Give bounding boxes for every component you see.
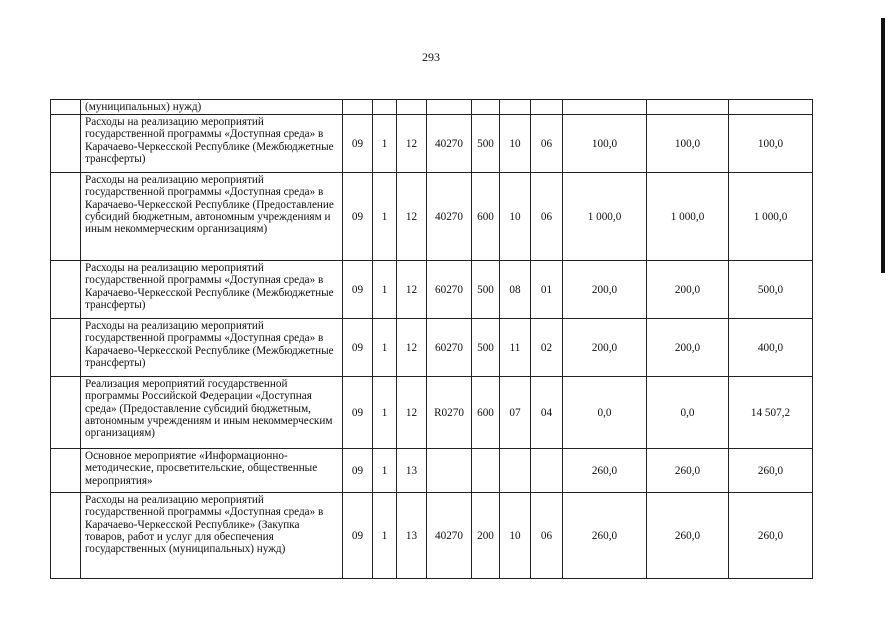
amount-year-2: 260,0 [647, 449, 729, 493]
program-code: 1 [373, 115, 397, 173]
subsection-code: 01 [531, 261, 563, 319]
amount-year-2: 100,0 [647, 115, 729, 173]
amount-year-2: 0,0 [647, 377, 729, 449]
expense-type-code: 200 [472, 493, 500, 579]
amount-year-3: 500,0 [729, 261, 813, 319]
scan-edge-mark [881, 18, 885, 273]
expense-name: Расходы на реализацию мероприятий государственной программы «Доступная среда» в Карачаево-Черкесской Республике (Межбюджетные трансферты) [81, 319, 343, 377]
amount-year-3 [729, 100, 813, 115]
budget-table [50, 99, 813, 579]
table-row [51, 449, 813, 493]
section-code: 10 [500, 493, 531, 579]
ministry-code: 09 [343, 115, 373, 173]
program-code: 1 [373, 449, 397, 493]
amount-year-3: 400,0 [729, 319, 813, 377]
expense-name: Расходы на реализацию мероприятий государственной программы «Доступная среда» в Карачаево-Черкесской Республике» (Закупка товаров, работ и услуг для обеспечения государственных (муниципальных) нужд) [81, 493, 343, 579]
section-code: 08 [500, 261, 531, 319]
section-code [500, 449, 531, 493]
subsection-code: 06 [531, 173, 563, 261]
expense-type-code [472, 449, 500, 493]
page-number: 293 [422, 50, 440, 64]
subprogram-code: 12 [397, 115, 427, 173]
subsection-code: 04 [531, 377, 563, 449]
subprogram-code: 12 [397, 173, 427, 261]
amount-year-2: 200,0 [647, 261, 729, 319]
amount-year-1 [563, 100, 647, 115]
amount-year-1: 0,0 [563, 377, 647, 449]
expense-name: (муниципальных) нужд) [81, 100, 343, 115]
amount-year-1: 200,0 [563, 261, 647, 319]
program-code: 1 [373, 493, 397, 579]
expense-type-code: 500 [472, 319, 500, 377]
ministry-code: 09 [343, 319, 373, 377]
subprogram-code: 12 [397, 319, 427, 377]
subprogram-code [397, 100, 427, 115]
row-index-cell [51, 261, 81, 319]
amount-year-1: 100,0 [563, 115, 647, 173]
section-code [500, 100, 531, 115]
program-code: 1 [373, 173, 397, 261]
row-index-cell [51, 319, 81, 377]
section-code: 11 [500, 319, 531, 377]
direction-code [427, 100, 472, 115]
table-row [51, 115, 813, 173]
subsection-code [531, 449, 563, 493]
direction-code: 60270 [427, 261, 472, 319]
ministry-code: 09 [343, 173, 373, 261]
row-index-cell [51, 173, 81, 261]
direction-code: R0270 [427, 377, 472, 449]
direction-code: 40270 [427, 173, 472, 261]
amount-year-3: 1 000,0 [729, 173, 813, 261]
section-code: 10 [500, 173, 531, 261]
expense-type-code: 500 [472, 261, 500, 319]
direction-code: 40270 [427, 493, 472, 579]
direction-code [427, 449, 472, 493]
row-index-cell [51, 100, 81, 115]
expense-name: Основное мероприятие «Информационно-методические, просветительские, общественные мероприятия» [81, 449, 343, 493]
subprogram-code: 13 [397, 493, 427, 579]
program-code: 1 [373, 377, 397, 449]
program-code: 1 [373, 319, 397, 377]
direction-code: 40270 [427, 115, 472, 173]
amount-year-2: 1 000,0 [647, 173, 729, 261]
expense-name: Расходы на реализацию мероприятий государственной программы «Доступная среда» в Карачаево-Черкесской Республике (Межбюджетные трансферты) [81, 261, 343, 319]
expense-name: Расходы на реализацию мероприятий государственной программы «Доступная среда» в Карачаево-Черкесской Республике (Предоставление субсидий бюджетным, автономным учреждениям и иным некоммерческим организациям) [81, 173, 343, 261]
expense-name: Расходы на реализацию мероприятий государственной программы «Доступная среда» в Карачаево-Черкесской Республике (Межбюджетные трансферты) [81, 115, 343, 173]
subprogram-code: 12 [397, 377, 427, 449]
ministry-code: 09 [343, 261, 373, 319]
program-code: 1 [373, 261, 397, 319]
table-row [51, 493, 813, 579]
budget-table-body [51, 100, 813, 579]
row-index-cell [51, 493, 81, 579]
amount-year-3: 260,0 [729, 493, 813, 579]
row-index-cell [51, 449, 81, 493]
expense-name: Реализация мероприятий государственной программы Российской Федерации «Доступная среда» (Предоставление субсидий бюджетным, автономным учреждениям и иным некоммерческим организациям) [81, 377, 343, 449]
section-code: 10 [500, 115, 531, 173]
row-index-cell [51, 115, 81, 173]
expense-type-code: 500 [472, 115, 500, 173]
subsection-code: 06 [531, 115, 563, 173]
ministry-code [343, 100, 373, 115]
subsection-code [531, 100, 563, 115]
subsection-code: 02 [531, 319, 563, 377]
expense-type-code: 600 [472, 173, 500, 261]
row-index-cell [51, 377, 81, 449]
amount-year-1: 260,0 [563, 493, 647, 579]
ministry-code: 09 [343, 449, 373, 493]
section-code: 07 [500, 377, 531, 449]
table-row [51, 261, 813, 319]
amount-year-3: 260,0 [729, 449, 813, 493]
amount-year-2: 200,0 [647, 319, 729, 377]
subprogram-code: 13 [397, 449, 427, 493]
amount-year-1: 1 000,0 [563, 173, 647, 261]
amount-year-2 [647, 100, 729, 115]
expense-type-code: 600 [472, 377, 500, 449]
ministry-code: 09 [343, 377, 373, 449]
amount-year-3: 14 507,2 [729, 377, 813, 449]
expense-type-code [472, 100, 500, 115]
program-code [373, 100, 397, 115]
amount-year-3: 100,0 [729, 115, 813, 173]
amount-year-1: 260,0 [563, 449, 647, 493]
direction-code: 60270 [427, 319, 472, 377]
subprogram-code: 12 [397, 261, 427, 319]
amount-year-1: 200,0 [563, 319, 647, 377]
table-row [51, 100, 813, 115]
table-row [51, 319, 813, 377]
table-row [51, 173, 813, 261]
ministry-code: 09 [343, 493, 373, 579]
amount-year-2: 260,0 [647, 493, 729, 579]
table-row [51, 377, 813, 449]
subsection-code: 06 [531, 493, 563, 579]
